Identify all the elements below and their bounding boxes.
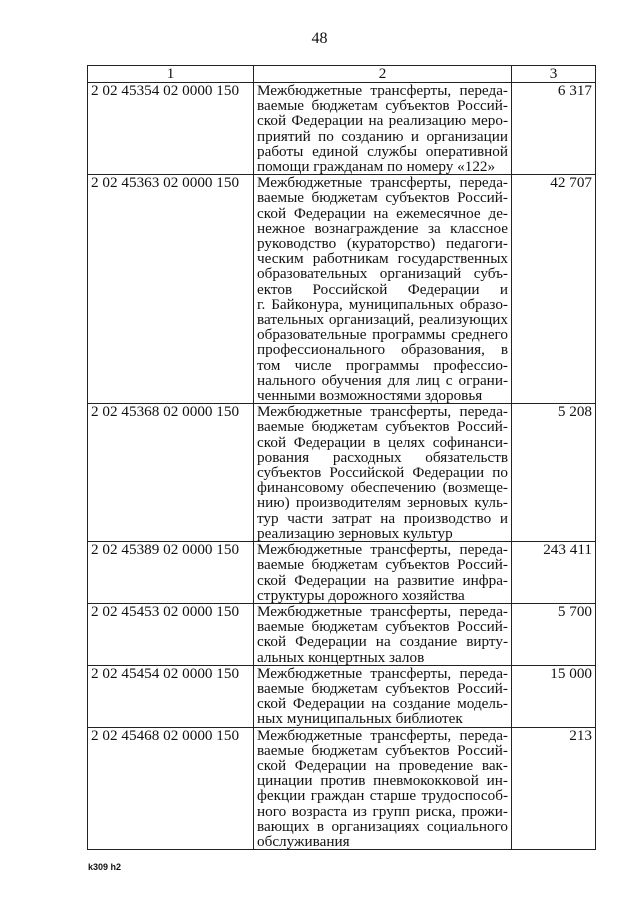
description-line: альных концертных залов bbox=[257, 648, 425, 666]
budget-code: 2 02 45468 02 0000 150 bbox=[88, 727, 254, 850]
column-header-3: 3 bbox=[512, 66, 596, 83]
description-line: ваемые бюджетам субъектов Россий- bbox=[257, 679, 508, 697]
description-line: ных муниципальных библиотек bbox=[257, 710, 463, 728]
table-row bbox=[88, 404, 596, 542]
amount: 42 707 bbox=[512, 175, 596, 404]
description-line: структуры дорожного хозяйства bbox=[257, 586, 465, 604]
budget-code: 2 02 45454 02 0000 150 bbox=[88, 665, 254, 727]
description-line: фекции граждан старше трудоспособ- bbox=[257, 787, 508, 805]
table-row bbox=[88, 175, 596, 404]
description bbox=[254, 603, 512, 665]
budget-table bbox=[87, 65, 596, 850]
description-line: нежное вознаграждение за классное bbox=[257, 219, 508, 237]
footer-code: k309 h2 bbox=[88, 862, 122, 872]
table-row bbox=[88, 542, 596, 604]
amount: 5 208 bbox=[512, 404, 596, 542]
description-line: ваемые бюджетам субъектов Россий- bbox=[257, 556, 508, 574]
description-line: Межбюджетные трансферты, переда- bbox=[257, 602, 508, 620]
description-line: Межбюджетные трансферты, переда- bbox=[257, 403, 508, 421]
description-line: том числе программы профессио- bbox=[257, 356, 508, 374]
description-line: обслуживания bbox=[257, 832, 350, 850]
description-line: ваемые бюджетам субъектов Россий- bbox=[257, 741, 508, 759]
description bbox=[254, 665, 512, 727]
description-line: нию) производителям зерновых куль- bbox=[257, 494, 508, 512]
description-line: ской Федерации на развитие инфра- bbox=[257, 571, 508, 589]
description-line: ской Федерации на создание модель- bbox=[257, 695, 508, 713]
description-line: работы единой службы оперативной bbox=[257, 142, 508, 160]
description-line: г. Байконура, муниципальных образо- bbox=[257, 295, 508, 313]
description-line: образовательных организаций субъ- bbox=[257, 265, 508, 283]
amount: 15 000 bbox=[512, 665, 596, 727]
description-line: субъектов Российской Федерации по bbox=[257, 464, 508, 482]
description-line: Межбюджетные трансферты, переда- bbox=[257, 726, 508, 744]
table-body bbox=[88, 83, 596, 850]
description-line: ской Федерации на проведение вак- bbox=[257, 756, 508, 774]
description-line: ваемые бюджетам субъектов Россий- bbox=[257, 618, 508, 636]
amount: 5 700 bbox=[512, 603, 596, 665]
description-line: ваемые бюджетам субъектов Россий- bbox=[257, 418, 508, 436]
description-line: ектов Российской Федерации и bbox=[257, 280, 508, 298]
description bbox=[254, 404, 512, 542]
description-line: Межбюджетные трансферты, переда- bbox=[257, 174, 508, 192]
column-header-1: 1 bbox=[88, 66, 254, 83]
description-line: ного возраста из групп риска, прожи- bbox=[257, 802, 508, 820]
description-line: руководство (кураторство) педагоги- bbox=[257, 235, 508, 253]
description-line: образовательные программы среднего bbox=[257, 326, 508, 344]
description-line: профессионального образования, в bbox=[257, 341, 508, 359]
page-number: 48 bbox=[311, 30, 328, 47]
budget-code: 2 02 45354 02 0000 150 bbox=[88, 83, 254, 175]
amount: 213 bbox=[512, 727, 596, 850]
budget-code: 2 02 45389 02 0000 150 bbox=[88, 542, 254, 604]
table-header-row bbox=[88, 66, 596, 83]
description-line: ской Федерации на создание вирту- bbox=[257, 633, 508, 651]
description-line: вательных организаций, реализующих bbox=[257, 311, 508, 329]
table-row bbox=[88, 665, 596, 727]
description-line: Межбюджетные трансферты, переда- bbox=[257, 541, 508, 559]
amount: 6 317 bbox=[512, 83, 596, 175]
description-line: ваемые бюджетам субъектов Россий- bbox=[257, 189, 508, 207]
description-line: ской Федерации на ежемесячное де- bbox=[257, 204, 508, 222]
description-line: вающих в организациях социального bbox=[257, 817, 508, 835]
description-line: помощи гражданам по номеру «122» bbox=[257, 158, 496, 176]
description-line: цинации против пневмококковой ин- bbox=[257, 772, 508, 790]
description-line: ческим работникам государственных bbox=[257, 250, 508, 268]
description-line: Межбюджетные трансферты, переда- bbox=[257, 82, 508, 99]
description bbox=[254, 175, 512, 404]
table-row bbox=[88, 603, 596, 665]
description-line: реализацию зерновых культур bbox=[257, 524, 453, 542]
description-line: тур части затрат на производство и bbox=[257, 509, 508, 527]
description-line: ской Федерации на реализацию меро- bbox=[257, 112, 508, 130]
description bbox=[254, 83, 512, 175]
description bbox=[254, 542, 512, 604]
description bbox=[254, 727, 512, 850]
description-line: финансовому обеспечению (возмеще- bbox=[257, 479, 508, 497]
table-row bbox=[88, 727, 596, 850]
description-line: приятий по созданию и организации bbox=[257, 127, 508, 145]
budget-code: 2 02 45363 02 0000 150 bbox=[88, 175, 254, 404]
description-line: ваемые бюджетам субъектов Россий- bbox=[257, 97, 508, 115]
table-row bbox=[88, 83, 596, 175]
budget-code: 2 02 45368 02 0000 150 bbox=[88, 404, 254, 542]
budget-code: 2 02 45453 02 0000 150 bbox=[88, 603, 254, 665]
column-header-2: 2 bbox=[254, 66, 512, 83]
description-line: ченными возможностями здоровья bbox=[257, 387, 483, 405]
amount: 243 411 bbox=[512, 542, 596, 604]
description-line: ской Федерации в целях софинанси- bbox=[257, 433, 508, 451]
description-line: нального обучения для лиц с ограни- bbox=[257, 371, 508, 389]
description-line: Межбюджетные трансферты, переда- bbox=[257, 664, 508, 682]
description-line: рования расходных обязательств bbox=[257, 448, 508, 466]
